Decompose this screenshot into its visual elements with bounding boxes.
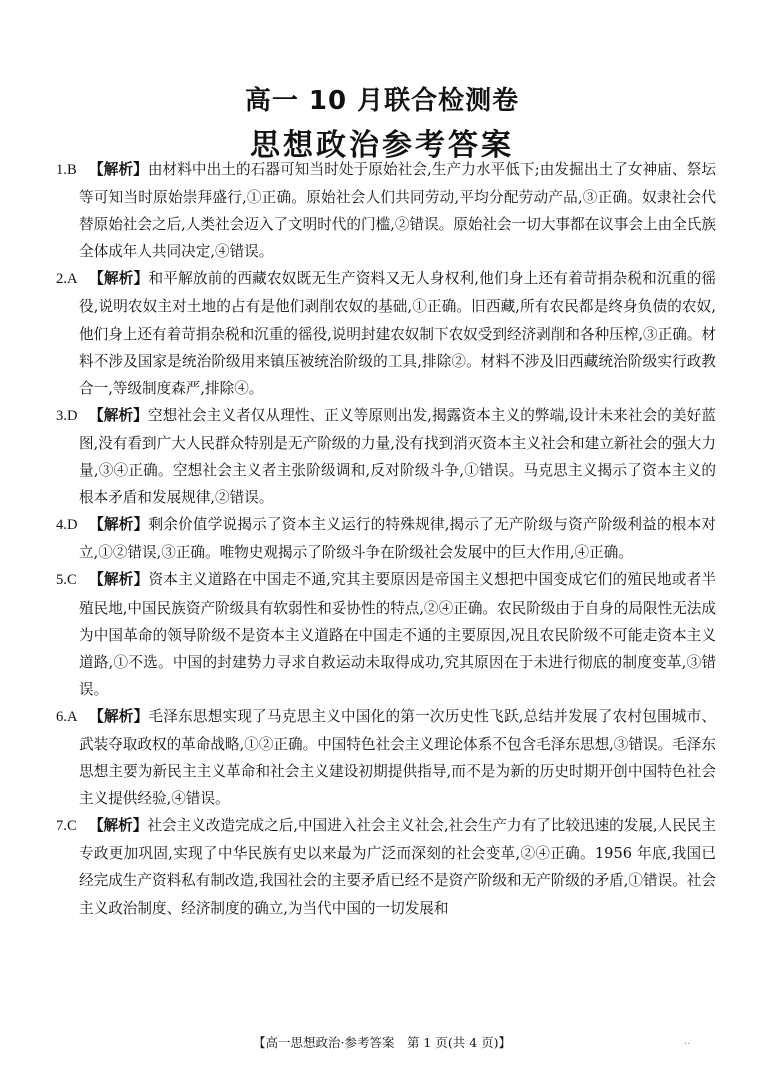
answer-key-title: 思想政治参考答案 (250, 128, 514, 163)
question-number: 6. (56, 708, 67, 725)
analysis-text: 社会主义改造完成之后,中国进入社会主义社会,社会生产力有了比较迅速的发展,人民民主专政更加巩固,实现了中华民族有史以来最为广泛而深刻的社会变革,②④正确。1956 年底,我国已经完成生产资料私有制改造,我国社会的主要矛盾已经不是资产阶级和无产阶级的矛盾,①错误。社会主义政治制度、经济制度的确立,为当代中国的一切发展和 (79, 817, 716, 917)
answer-letter: A (66, 271, 78, 288)
answer-item (56, 703, 716, 812)
question-number: 7. (56, 818, 67, 835)
analysis-tag: 【解析】 (88, 707, 149, 725)
analysis-text: 剩余价值学说揭示了资本主义运行的特殊规律,揭示了无产阶级与资产阶级利益的根本对立,①②错误,③正确。唯物史观揭示了阶级斗争在阶级社会发展中的巨大作用,④正确。 (79, 516, 716, 562)
answer-item (56, 265, 716, 401)
page-footer: 【高一思想政治·参考答案 第 1 页(共 4 页)】 (252, 1035, 512, 1050)
analysis-tag: 【解析】 (88, 571, 149, 589)
exam-title: 高一 10 月联合检测卷 (244, 86, 520, 116)
question-number: 2. (56, 271, 67, 288)
corner-mark: .. (684, 1036, 691, 1047)
question-number: 3. (56, 407, 67, 424)
analysis-tag: 【解析】 (88, 270, 149, 288)
answer-letter: B (66, 162, 77, 178)
question-number: 1. (56, 162, 67, 178)
answer-item (56, 402, 716, 511)
answer-letter: C (66, 572, 77, 589)
answer-list (56, 156, 716, 922)
analysis-text: 毛泽东思想实现了马克思主义中国化的第一次历史性飞跃,总结并发展了农村包围城市、武装夺取政权的革命战略,①②正确。中国特色社会主义理论体系不包含毛泽东思想,③错误。毛泽东思想主要为新民主主义革命和社会主义建设初期提供指导,而不是为新的历史时期开创中国特色社会主义提供经验,④错误。 (79, 707, 716, 808)
answer-letter: C (66, 818, 77, 835)
analysis-text: 资本主义道路在中国走不通,究其主要原因是帝国主义想把中国变成它们的殖民地或者半殖民地,中国民族资产阶级具有软弱性和妥协性的特点,②④正确。农民阶级由于自身的局限性无法成为中国革命的领导阶级不是资本主义道路在中国走不通的主要原因,况且农民阶级不可能走资本主义道路,①不选。中国的封建势力寻求自救运动未取得成功,究其原因在于未进行彻底的制度变革,③错误。 (79, 571, 716, 698)
answer-letter: A (66, 708, 78, 725)
analysis-tag: 【解析】 (88, 516, 149, 534)
answer-letter: D (66, 517, 78, 534)
question-number: 5. (56, 572, 67, 589)
question-number: 4. (56, 517, 67, 534)
answer-letter: D (66, 407, 78, 424)
analysis-text: 由材料中出土的石器可知当时处于原始社会,生产力水平低下;由发掘出土了女神庙、祭坛等可知当时原始崇拜盛行,①正确。原始社会人们共同劳动,平均分配劳动产品,③正确。奴隶社会代替原始社会之后,人类社会迈入了文明时代的门槛,②错误。原始社会一切大事都在议事会上由全氏族全体成年人共同决定,④错误。 (79, 161, 716, 261)
analysis-text: 空想社会主义者仅从理性、正义等原则出发,揭露资本主义的弊端,设计未来社会的美好蓝图,没有看到广大人民群众特别是无产阶级的力量,没有找到消灭资本主义社会和建立新社会的强大力量,③④正确。空想社会主义者主张阶级调和,反对阶级斗争,①错误。马克思主义揭示了资本主义的根本矛盾和发展规律,②错误。 (79, 406, 716, 507)
answer-item (56, 156, 716, 265)
analysis-tag: 【解析】 (88, 406, 148, 424)
answer-item (56, 812, 716, 921)
analysis-tag: 【解析】 (88, 817, 148, 835)
answer-item (56, 566, 716, 702)
analysis-tag: 【解析】 (88, 161, 148, 178)
answer-item (56, 511, 716, 566)
analysis-text: 和平解放前的西藏农奴既无生产资料又无人身权利,他们身上还有着苛捐杂税和沉重的徭役,说明农奴主对土地的占有是他们剥削农奴的基础,①正确。旧西藏,所有农民都是终身负债的农奴,他们身上还有着苛捐杂税和沉重的徭役,说明封建农奴制下农奴受到经济剥削和各种压榨,③正确。材料不涉及国家是统治阶级用来镇压被统治阶级的工具,排除②。材料不涉及旧西藏统治阶级实行政教合一,等级制度森严,排除④。 (79, 270, 716, 397)
